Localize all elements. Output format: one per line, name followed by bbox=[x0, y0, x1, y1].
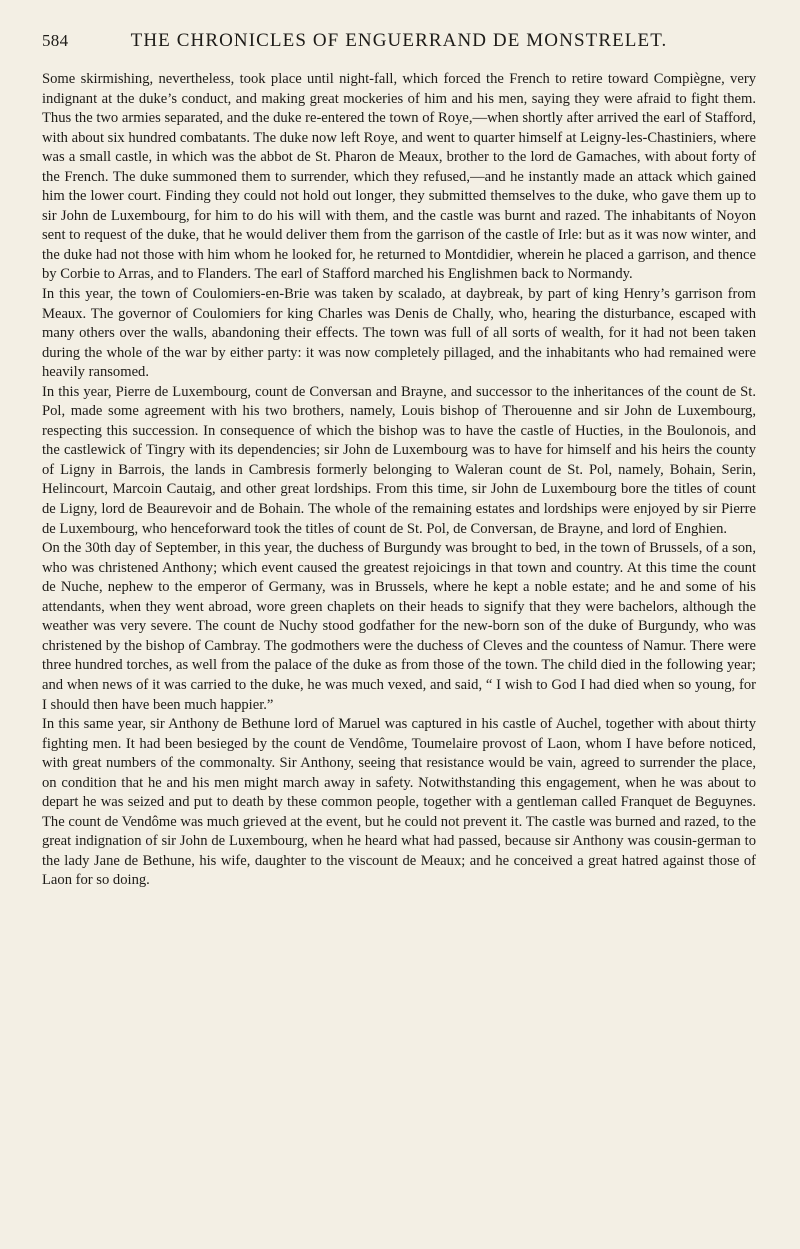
paragraph: On the 30th day of September, in this year, the duchess of Burgundy was brought to bed, in the town of Brussels, of a son, who was christened Anthony; which event caused the greatest rejoicings in that town and country. At this time the count de Nuche, nephew to the emperor of Germany, was in Brussels, where he kept a noble estate; and he and some of his attendants, when they went abroad, wore green chaplets on their heads to signify that they were bachelors, although the weather was very severe. The count de Nuchy stood godfather for the new-born son of the duke of Burgundy, who was christened by the bishop of Cambray. The godmothers were the duchess of Cleves and the countess of Namur. There were three hundred torches, as well from the palace of the duke as from those of the town. The child died in the following year; and when news of it was carried to the duke, he was much vexed, and said, “ I wish to God I had died when so young, for I should then have been much happier.” bbox=[42, 540, 756, 713]
body-text bbox=[42, 70, 756, 891]
paragraph: Some skirmishing, nevertheless, took place until night-fall, which forced the French to retire toward Compiègne, very indignant at the duke’s conduct, and making great mockeries of him and his men, saying they were afraid to fight them. Thus the two armies separated, and the duke re-entered the town of Roye,—when shortly after arrived the earl of Stafford, with about six hundred combatants. The duke now left Roye, and went to quarter himself at Leigny-les-Chastiniers, where was a small castle, in which was the abbot de St. Pharon de Meaux, brother to the lord de Gamaches, with about forty of the French. The duke summoned them to surrender, which they refused,—and he instantly made an attack which gained him the lower court. Finding they could not hold out longer, they submitted themselves to the duke, who gave them up to sir John de Luxembourg, for him to do his will with them, and the castle was burnt and razed. The inhabitants of Noyon sent to request of the duke, that he would deliver them from the garrison of the castle of Irle: but as it was now winter, and the duke had not those with him whom he looked for, he returned to Montdidier, wherein he placed a garrison, and thence by Corbie to Arras, and to Flanders. The earl of Stafford marched his Englishmen back to Normandy. bbox=[42, 71, 756, 283]
running-title: THE CHRONICLES OF ENGUERRAND DE MONSTRELET. bbox=[130, 30, 668, 51]
paragraph: In this year, the town of Coulomiers-en-Brie was taken by scalado, at daybreak, by part of king Henry’s garrison from Meaux. The governor of Coulomiers for king Charles was Denis de Chally, who, hearing the disturbance, escaped with many others over the walls, abandoning their effects. The town was full of all sorts of wealth, for it had not been taken during the whole of the war by either party: it was now completely pillaged, and the inhabitants who had remained were heavily ransomed. bbox=[42, 286, 756, 381]
page-number: 584 bbox=[42, 31, 69, 50]
paragraph: In this same year, sir Anthony de Bethune lord of Maruel was captured in his castle of Auchel, together with about thirty fighting men. It had been besieged by the count de Vendôme, Toumelaire provost of Laon, whom I have before noticed, with great numbers of the commonalty. Sir Anthony, seeing that resistance would be vain, agreed to surrender the place, on condition that he and his men might march away in safety. Notwithstanding this engagement, when he was about to depart he was seized and put to death by these common people, together with a gentleman called Franquet de Beguynes. The count de Vendôme was much grieved at the event, but he could not prevent it. The castle was burned and razed, to the great indignation of sir John de Luxembourg, when he heard what had passed, because sir Anthony was cousin-german to the lady Jane de Bethune, his wife, daughter to the viscount de Meaux; and he conceived a great hatred against those of Laon for so doing. bbox=[42, 716, 756, 889]
paragraph: In this year, Pierre de Luxembourg, count de Conversan and Brayne, and successor to the inheritances of the count de St. Pol, made some agreement with his two brothers, namely, Louis bishop of Therouenne and sir John de Luxembourg, respecting this succession. In consequence of which the bishop was to have the castle of Hucties, in the Boulonois, and the castlewick of Tingry with its dependencies; sir John de Luxembourg was to have for himself and his heirs the county of Ligny in Barrois, the lands in Cambresis formerly belonging to Waleran count de St. Pol, namely, Bohain, Serin, Helincourt, Marcoin Cautaig, and other great lordships. From this time, sir John de Luxembourg bore the titles of count de Ligny, lord de Beaurevoir and de Bohain. The whole of the remaining estates and lordships were enjoyed by sir Pierre de Luxembourg, who henceforward took the titles of count de St. Pol, de Conversan, de Brayne, and lord of Enghien. bbox=[42, 383, 756, 537]
page-header bbox=[42, 30, 756, 60]
